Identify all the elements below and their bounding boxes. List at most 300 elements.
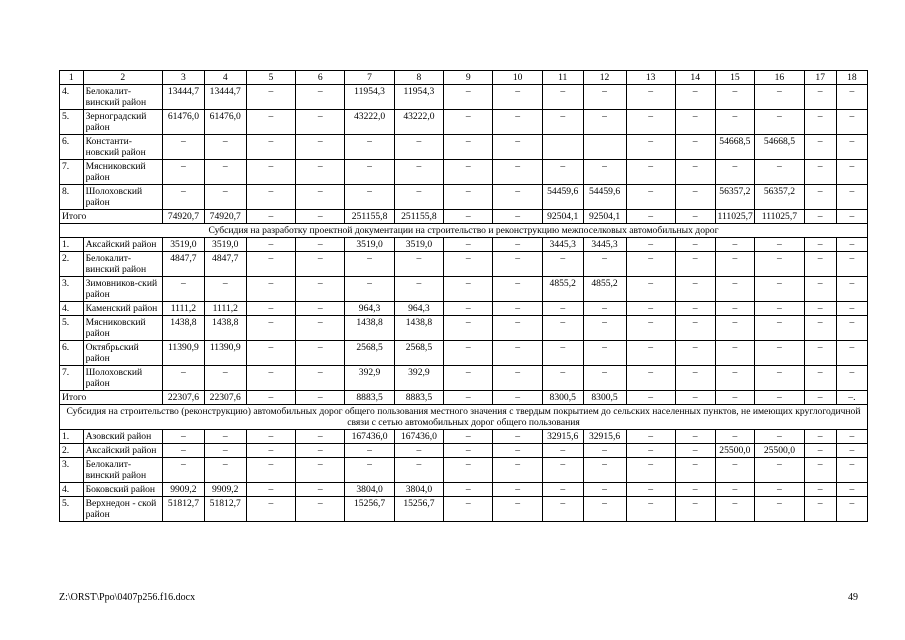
value-cell: –	[444, 458, 493, 483]
value-cell: –	[583, 160, 626, 185]
value-cell: –	[755, 497, 804, 522]
value-cell: –	[542, 252, 583, 277]
value-cell: –	[542, 458, 583, 483]
table-row	[60, 85, 868, 110]
district-name: Белокалит-винский район	[83, 458, 162, 483]
row-number: 1.	[60, 430, 84, 444]
value-cell: 56357,2	[715, 185, 755, 210]
value-cell: –	[675, 110, 715, 135]
value-cell: –	[296, 85, 345, 110]
value-cell: –	[162, 135, 204, 160]
value-cell	[542, 135, 583, 160]
district-name: Каменский район	[83, 302, 162, 316]
value-cell: –	[296, 497, 345, 522]
district-name: Верхнедон - ской район	[83, 497, 162, 522]
column-number-row	[60, 71, 868, 85]
value-cell: 61476,0	[162, 110, 204, 135]
value-cell: –	[675, 497, 715, 522]
table-row	[60, 110, 868, 135]
district-name: Октябрьский район	[83, 341, 162, 366]
value-cell: –	[675, 85, 715, 110]
row-number: 4.	[60, 302, 84, 316]
value-cell: 9909,2	[162, 483, 204, 497]
value-cell: –	[626, 252, 675, 277]
value-cell: –	[162, 277, 204, 302]
value-cell: –	[394, 444, 443, 458]
value-cell: –	[246, 135, 295, 160]
row-number: 1.	[60, 238, 84, 252]
value-cell: 1438,8	[204, 316, 246, 341]
district-name: Белокалит-винский район	[83, 252, 162, 277]
total-value: 92504,1	[542, 210, 583, 224]
value-cell: 964,3	[394, 302, 443, 316]
value-cell: 43222,0	[345, 110, 394, 135]
value-cell: 2568,5	[394, 341, 443, 366]
value-cell: –	[246, 497, 295, 522]
table-row	[60, 135, 868, 160]
value-cell: –	[246, 316, 295, 341]
table-row	[60, 483, 868, 497]
value-cell: –	[804, 497, 836, 522]
value-cell: –	[204, 444, 246, 458]
table-row	[60, 252, 868, 277]
total-value: –	[675, 210, 715, 224]
value-cell: –	[345, 135, 394, 160]
value-cell: –	[755, 238, 804, 252]
value-cell: 1438,8	[394, 316, 443, 341]
value-cell: 13444,7	[162, 85, 204, 110]
total-value: –	[755, 391, 804, 405]
section-heading: Субсидия на разработку проектной документации на строительство и реконструкцию межпоселковых автомобильных дорог	[60, 224, 868, 238]
value-cell: –	[444, 366, 493, 391]
district-name: Азовский район	[83, 430, 162, 444]
column-number-cell: 2	[83, 71, 162, 85]
total-value: –	[296, 391, 345, 405]
value-cell: –	[296, 430, 345, 444]
value-cell: –	[296, 341, 345, 366]
value-cell: –	[675, 430, 715, 444]
value-cell: –	[626, 430, 675, 444]
value-cell: –	[444, 430, 493, 444]
value-cell: 9909,2	[204, 483, 246, 497]
value-cell: –	[626, 366, 675, 391]
value-cell: –	[493, 341, 542, 366]
value-cell: –	[394, 160, 443, 185]
value-cell: –	[246, 444, 295, 458]
total-value: –	[444, 210, 493, 224]
total-value: 251155,8	[394, 210, 443, 224]
value-cell: –	[804, 458, 836, 483]
district-name: Мясниковский район	[83, 316, 162, 341]
value-cell: –	[444, 497, 493, 522]
value-cell: –	[542, 497, 583, 522]
value-cell: –	[836, 85, 867, 110]
table-row	[60, 160, 868, 185]
value-cell: –	[626, 185, 675, 210]
table-body	[60, 71, 868, 522]
total-value: 74920,7	[204, 210, 246, 224]
total-value: –	[715, 391, 755, 405]
district-name: Шолоховский район	[83, 366, 162, 391]
value-cell: –	[296, 316, 345, 341]
district-name: Зимовников-ский район	[83, 277, 162, 302]
value-cell: –	[675, 160, 715, 185]
value-cell: –	[626, 341, 675, 366]
value-cell: –	[583, 341, 626, 366]
total-value: –	[246, 210, 295, 224]
value-cell: –	[675, 135, 715, 160]
value-cell: –	[675, 252, 715, 277]
value-cell: –	[542, 366, 583, 391]
value-cell: –	[804, 110, 836, 135]
value-cell: –	[246, 430, 295, 444]
total-value: 74920,7	[162, 210, 204, 224]
value-cell: –	[755, 302, 804, 316]
value-cell: –	[626, 483, 675, 497]
value-cell: –	[626, 316, 675, 341]
value-cell: –	[626, 302, 675, 316]
row-number: 4.	[60, 85, 84, 110]
value-cell: 56357,2	[755, 185, 804, 210]
row-number: 5.	[60, 497, 84, 522]
value-cell: –	[493, 444, 542, 458]
value-cell: –	[296, 110, 345, 135]
value-cell: –	[675, 238, 715, 252]
value-cell: –	[444, 238, 493, 252]
value-cell: –	[493, 277, 542, 302]
value-cell: –	[836, 458, 867, 483]
value-cell: –	[444, 135, 493, 160]
value-cell: –	[542, 316, 583, 341]
column-number-cell: 15	[715, 71, 755, 85]
value-cell: –	[493, 316, 542, 341]
value-cell: 3804,0	[394, 483, 443, 497]
value-cell: 167436,0	[345, 430, 394, 444]
value-cell: –	[583, 252, 626, 277]
district-name: Мясниковский район	[83, 160, 162, 185]
value-cell: 4847,7	[162, 252, 204, 277]
value-cell: 54668,5	[755, 135, 804, 160]
column-number-cell: 16	[755, 71, 804, 85]
value-cell: 43222,0	[394, 110, 443, 135]
value-cell: –	[836, 277, 867, 302]
district-name: Зерноградский район	[83, 110, 162, 135]
value-cell: –	[804, 160, 836, 185]
column-number-cell: 7	[345, 71, 394, 85]
value-cell: 3445,3	[583, 238, 626, 252]
value-cell: –	[444, 160, 493, 185]
table-row	[60, 316, 868, 341]
value-cell: –	[675, 277, 715, 302]
value-cell: –	[204, 430, 246, 444]
value-cell: –	[583, 302, 626, 316]
value-cell: –	[836, 366, 867, 391]
value-cell: –	[162, 160, 204, 185]
value-cell: –	[493, 252, 542, 277]
value-cell: 25500,0	[715, 444, 755, 458]
total-label: Итого	[60, 391, 163, 405]
value-cell: –	[836, 497, 867, 522]
total-row	[60, 391, 868, 405]
value-cell: –	[162, 430, 204, 444]
value-cell: –	[444, 444, 493, 458]
total-label: Итого	[60, 210, 163, 224]
total-row	[60, 210, 868, 224]
value-cell: –	[162, 458, 204, 483]
value-cell: –	[583, 497, 626, 522]
value-cell: –	[394, 135, 443, 160]
total-value: 22307,6	[204, 391, 246, 405]
value-cell: –	[626, 160, 675, 185]
column-number-cell: 5	[246, 71, 295, 85]
value-cell: –	[836, 252, 867, 277]
value-cell: –	[394, 185, 443, 210]
row-number: 6.	[60, 135, 84, 160]
value-cell: –	[715, 341, 755, 366]
value-cell: –	[246, 238, 295, 252]
total-value: 8300,5	[542, 391, 583, 405]
value-cell: –	[583, 366, 626, 391]
value-cell: –	[493, 85, 542, 110]
value-cell: 3519,0	[162, 238, 204, 252]
total-value: 111025,7	[755, 210, 804, 224]
table-row	[60, 238, 868, 252]
value-cell: –	[542, 160, 583, 185]
value-cell: –	[444, 341, 493, 366]
value-cell: –	[836, 483, 867, 497]
value-cell: –	[626, 135, 675, 160]
value-cell: –	[804, 444, 836, 458]
value-cell: –	[675, 483, 715, 497]
value-cell: –	[296, 302, 345, 316]
value-cell: –	[246, 110, 295, 135]
value-cell: 4855,2	[583, 277, 626, 302]
value-cell: –	[246, 277, 295, 302]
value-cell: –	[345, 444, 394, 458]
total-value: 8883,5	[345, 391, 394, 405]
value-cell: –	[246, 85, 295, 110]
value-cell: –	[444, 316, 493, 341]
value-cell: 54459,6	[583, 185, 626, 210]
total-value: –	[296, 210, 345, 224]
column-number-cell: 4	[204, 71, 246, 85]
total-value: 22307,6	[162, 391, 204, 405]
district-name: Константи-новский район	[83, 135, 162, 160]
column-number-cell: 8	[394, 71, 443, 85]
district-name: Аксайский район	[83, 238, 162, 252]
value-cell: –	[542, 483, 583, 497]
table-row	[60, 430, 868, 444]
value-cell: –	[804, 366, 836, 391]
value-cell: –	[444, 185, 493, 210]
value-cell: –	[444, 252, 493, 277]
value-cell: –	[755, 277, 804, 302]
value-cell: –	[804, 85, 836, 110]
table-row	[60, 185, 868, 210]
column-number-cell: 17	[804, 71, 836, 85]
table-row	[60, 497, 868, 522]
value-cell: –	[204, 135, 246, 160]
value-cell: –	[715, 252, 755, 277]
row-number: 8.	[60, 185, 84, 210]
value-cell: –	[836, 430, 867, 444]
value-cell: –	[296, 366, 345, 391]
value-cell: –	[755, 366, 804, 391]
value-cell: –	[715, 483, 755, 497]
value-cell: –	[493, 302, 542, 316]
value-cell: –	[246, 366, 295, 391]
total-value: 251155,8	[345, 210, 394, 224]
value-cell: –	[755, 341, 804, 366]
district-name: Аксайский район	[83, 444, 162, 458]
value-cell: –	[755, 160, 804, 185]
value-cell: –	[715, 85, 755, 110]
value-cell: –	[583, 85, 626, 110]
value-cell: –	[626, 444, 675, 458]
value-cell: –	[296, 135, 345, 160]
value-cell: 61476,0	[204, 110, 246, 135]
value-cell: 15256,7	[345, 497, 394, 522]
value-cell: –	[804, 302, 836, 316]
value-cell: 25500,0	[755, 444, 804, 458]
column-number-cell: 6	[296, 71, 345, 85]
value-cell: –	[246, 185, 295, 210]
value-cell: 11390,9	[162, 341, 204, 366]
value-cell: 11390,9	[204, 341, 246, 366]
row-number: 3.	[60, 458, 84, 483]
value-cell: –	[626, 238, 675, 252]
value-cell: –	[246, 302, 295, 316]
value-cell: 15256,7	[394, 497, 443, 522]
value-cell	[583, 135, 626, 160]
value-cell: 167436,0	[394, 430, 443, 444]
value-cell: 3519,0	[394, 238, 443, 252]
total-value: –	[804, 210, 836, 224]
value-cell: –	[345, 277, 394, 302]
value-cell: –	[836, 302, 867, 316]
value-cell: –	[444, 302, 493, 316]
value-cell: 32915,6	[542, 430, 583, 444]
value-cell: –	[444, 277, 493, 302]
value-cell: –	[296, 238, 345, 252]
value-cell: –	[296, 483, 345, 497]
total-value: 8883,5	[394, 391, 443, 405]
value-cell: –	[493, 160, 542, 185]
value-cell: –	[836, 316, 867, 341]
value-cell: –	[204, 160, 246, 185]
value-cell: –	[394, 458, 443, 483]
value-cell: –	[493, 110, 542, 135]
row-number: 3.	[60, 277, 84, 302]
subsidy-table	[59, 70, 868, 522]
value-cell: –	[394, 277, 443, 302]
row-number: 2.	[60, 252, 84, 277]
table-row	[60, 366, 868, 391]
value-cell: –	[204, 185, 246, 210]
table-row	[60, 444, 868, 458]
page-number: 49	[848, 592, 858, 603]
value-cell: –	[493, 185, 542, 210]
value-cell: –	[493, 135, 542, 160]
value-cell: 1438,8	[345, 316, 394, 341]
value-cell: 13444,7	[204, 85, 246, 110]
table-row	[60, 458, 868, 483]
value-cell: –	[715, 458, 755, 483]
value-cell: –	[583, 458, 626, 483]
value-cell: –	[583, 444, 626, 458]
value-cell: –	[675, 302, 715, 316]
column-number-cell: 13	[626, 71, 675, 85]
value-cell: –	[675, 185, 715, 210]
row-number: 7.	[60, 366, 84, 391]
footer-file-path: Z:\ORST\Ppo\0407p256.f16.docx	[59, 592, 196, 603]
value-cell: 1111,2	[204, 302, 246, 316]
value-cell: –	[755, 430, 804, 444]
value-cell: –	[493, 430, 542, 444]
value-cell: 32915,6	[583, 430, 626, 444]
value-cell: –	[626, 458, 675, 483]
table-row	[60, 277, 868, 302]
value-cell: –	[804, 430, 836, 444]
value-cell: –	[675, 458, 715, 483]
total-value: –	[626, 210, 675, 224]
value-cell: –	[715, 430, 755, 444]
value-cell: –	[836, 185, 867, 210]
table-row	[60, 302, 868, 316]
district-name: Белокалит-винский район	[83, 85, 162, 110]
row-number: 7.	[60, 160, 84, 185]
value-cell: –	[296, 185, 345, 210]
value-cell: –	[542, 110, 583, 135]
value-cell: 392,9	[345, 366, 394, 391]
column-number-cell: 10	[493, 71, 542, 85]
value-cell: –	[836, 160, 867, 185]
value-cell: –	[836, 135, 867, 160]
value-cell: –	[804, 185, 836, 210]
value-cell: –	[626, 85, 675, 110]
value-cell: –	[755, 316, 804, 341]
value-cell: –	[715, 110, 755, 135]
total-value: –	[444, 391, 493, 405]
value-cell: –	[204, 366, 246, 391]
value-cell: –	[296, 444, 345, 458]
value-cell: –	[204, 458, 246, 483]
value-cell: –	[715, 302, 755, 316]
value-cell: –	[345, 252, 394, 277]
total-value: –	[493, 210, 542, 224]
value-cell: –	[444, 110, 493, 135]
value-cell: –	[296, 252, 345, 277]
value-cell: –	[715, 238, 755, 252]
total-value: –	[246, 391, 295, 405]
section-heading-row	[60, 405, 868, 430]
value-cell: –	[542, 302, 583, 316]
value-cell: –	[715, 160, 755, 185]
row-number: 2.	[60, 444, 84, 458]
total-value: –	[675, 391, 715, 405]
value-cell: 3445,3	[542, 238, 583, 252]
value-cell: –	[583, 110, 626, 135]
value-cell: –	[804, 238, 836, 252]
value-cell: –	[755, 85, 804, 110]
value-cell: –	[675, 444, 715, 458]
value-cell: 3804,0	[345, 483, 394, 497]
value-cell: 51812,7	[204, 497, 246, 522]
value-cell: –	[345, 185, 394, 210]
row-number: 6.	[60, 341, 84, 366]
value-cell: –	[755, 483, 804, 497]
value-cell: 3519,0	[204, 238, 246, 252]
